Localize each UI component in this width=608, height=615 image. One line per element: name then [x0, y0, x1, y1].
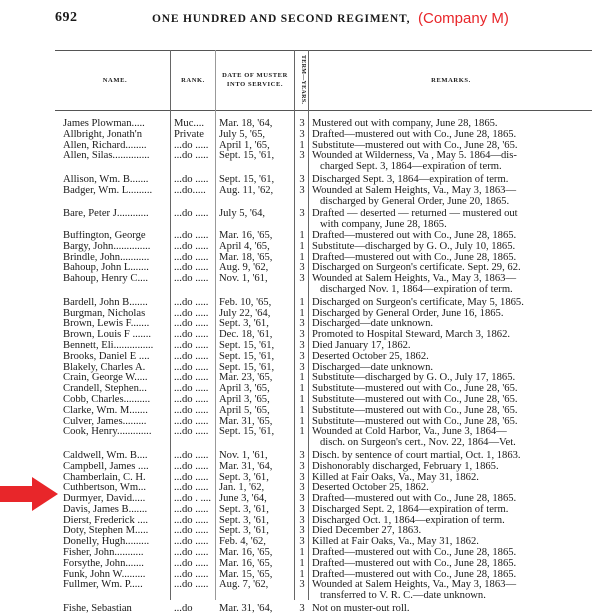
header-top-rule: [55, 50, 592, 51]
term-years: 3: [299, 318, 305, 330]
header-bottom-rule: [55, 110, 592, 111]
term-years: 3: [299, 273, 305, 285]
term-years: 3: [299, 514, 305, 526]
remarks-line: Drafted—mustered out with Co., June 28, 1865.: [312, 493, 517, 505]
soldier-name: Brindle, John...........: [63, 252, 150, 263]
remarks-line: Killed at Fair Oaks, Va., May 31, 1862.: [312, 471, 479, 483]
term-years: 3: [299, 339, 305, 351]
remarks-line: Substitute—mustered out with Co., June 28, '65.: [312, 415, 518, 427]
term-years: 1: [299, 251, 305, 263]
term-years: 1: [299, 568, 305, 580]
rank: ...do .....: [174, 450, 209, 461]
term-years: 3: [299, 118, 305, 129]
table-row: [0, 462, 608, 473]
remarks: [312, 298, 602, 309]
table-row: [0, 274, 608, 296]
remarks-line: Died December 27, 1863.: [312, 525, 422, 537]
soldier-name: Bare, Peter J............: [63, 209, 149, 220]
remarks-line: Discharged Sept. 3, 1864—expiration of term.: [312, 173, 509, 185]
rank: ...do .....: [174, 405, 209, 416]
header-rank: RANK.: [181, 77, 205, 84]
table-row: [0, 352, 608, 363]
rank: ...do .....: [174, 384, 209, 395]
remarks-line: Killed at Fair Oaks, Va., May 31, 1862.: [312, 536, 479, 548]
soldier-name: Allison, Wm. B.......: [63, 174, 149, 185]
muster-date: Sept. 3, '61,: [219, 504, 269, 515]
remarks-line: Drafted—mustered out with Co., June 28, 1865.: [312, 557, 517, 569]
muster-date: Sept. 15, '61,: [219, 151, 275, 162]
muster-date: Aug. 7, '62,: [219, 580, 269, 591]
table-row: [0, 130, 608, 141]
company-annotation: (Company M): [418, 10, 509, 27]
remarks-line: Promoted to Hospital Steward, March 3, 1862.: [312, 329, 511, 341]
rank: ...do .....: [174, 140, 209, 151]
remarks-line: Substitute—mustered out with Co., June 28, '65.: [312, 383, 518, 395]
rank: ...do .....: [174, 174, 209, 185]
term-years: 3: [299, 150, 305, 162]
rank: ...do .....: [174, 274, 209, 285]
rank: ...do .....: [174, 548, 209, 559]
table-row: [0, 186, 608, 208]
remarks-line: Discharged Oct. 1, 1864—expiration of term.: [312, 514, 505, 526]
term-years: 3: [299, 173, 305, 185]
soldier-name: Cook, Henry.............: [63, 427, 152, 438]
remarks-line: with company, June 28, 1865.: [320, 219, 447, 231]
soldier-name: Crandell, Stephen...: [63, 384, 147, 395]
header-name: NAME.: [102, 77, 128, 84]
muster-date: July 22, '64,: [219, 308, 271, 319]
term-years: 3: [299, 350, 305, 362]
remarks-line: disch. on Surgeon's cert., Nov. 22, 1864—Vet.: [320, 437, 516, 449]
muster-date: Mar. 31, '65,: [219, 416, 273, 427]
remarks-line: Substitute—mustered out with Co., June 28, '65.: [312, 393, 518, 405]
remarks: [312, 604, 602, 615]
rank: ...do .....: [174, 515, 209, 526]
muster-date: Dec. 18, '61,: [219, 330, 273, 341]
rank: ...do .....: [174, 580, 209, 591]
remarks-line: Wounded at Wilderness, Va , May 5. 1864—dis-: [312, 150, 517, 162]
remarks-line: Dishonorably discharged, February 1, 1865.: [312, 460, 499, 472]
soldier-name: Bahoup, Henry C....: [63, 274, 149, 285]
soldier-name: Brown, Louis F .......: [63, 330, 151, 341]
muster-date: Feb. 4, '62,: [219, 537, 266, 548]
remarks-line: Discharged by General Order, June 16, 1865.: [312, 307, 504, 319]
table-row: [0, 298, 608, 309]
term-years: 1: [299, 557, 305, 569]
remarks-line: Substitute—mustered out with Co., June 28, '65.: [312, 139, 518, 151]
muster-date: Sept. 15, '61,: [219, 351, 275, 362]
remarks-line: Drafted—mustered out with Co., June 28, 1865.: [312, 251, 517, 263]
rank: ...do .....: [174, 209, 209, 220]
rank: ...do .....: [174, 569, 209, 580]
remarks-line: discharged by General Order, June 20, 1865.: [320, 195, 510, 207]
muster-date: Nov. 1, '61,: [219, 450, 268, 461]
muster-date: Mar. 31, '64,: [219, 461, 273, 472]
remarks-line: Wounded at Salem Heights, Va., May 3, 1863—: [312, 273, 517, 285]
soldier-name: Clarke, Wm. M.......: [63, 405, 148, 416]
header-date: DATE OF MUSTER INTO SERVICE.: [222, 72, 288, 88]
muster-date: Sept. 3, '61,: [219, 526, 269, 537]
remarks: [312, 427, 602, 449]
rank: ...do .....: [174, 537, 209, 548]
table-row: [0, 604, 608, 615]
soldier-name: Doty, Stephen M.....: [63, 526, 149, 537]
soldier-name: Caldwell, Wm. B....: [63, 450, 148, 461]
muster-date: Sept. 15, '61,: [219, 174, 275, 185]
remarks-line: Discharged Sept. 2, 1864—expiration of term.: [312, 503, 509, 515]
term-years: 3: [299, 536, 305, 548]
soldier-name: Durmyer, David.....: [63, 494, 146, 505]
remarks-line: Discharged—date unknown.: [312, 361, 434, 373]
rank: ...do .....: [174, 241, 209, 252]
remarks: [312, 242, 602, 253]
header-remarks: REMARKS.: [431, 77, 471, 84]
remarks-line: Substitute—mustered out with Co., June 28, '65.: [312, 404, 518, 416]
table-row: [0, 151, 608, 173]
rank: Private: [174, 129, 205, 140]
term-years: 3: [299, 525, 305, 537]
remarks: [312, 130, 602, 141]
term-years: 3: [299, 493, 305, 505]
remarks: [312, 186, 602, 208]
muster-date: Mar. 16, '65,: [219, 230, 273, 241]
muster-date: Sept. 15, '61,: [219, 340, 275, 351]
table-row: [0, 242, 608, 253]
muster-date: April 4, '65,: [219, 241, 270, 252]
muster-date: Sept. 15, '61,: [219, 362, 275, 373]
term-years: 3: [299, 482, 305, 494]
remarks-line: Drafted—mustered out with Co., June 28, 1865.: [312, 568, 517, 580]
soldier-name: Bargy, John..............: [63, 241, 151, 252]
soldier-name: Fullmer, Wm. P.....: [63, 580, 143, 591]
rank: ...do .....: [174, 263, 209, 274]
term-years: 3: [299, 449, 305, 461]
muster-date: April 3, '65,: [219, 384, 270, 395]
rank: ...do .....: [174, 351, 209, 362]
term-years: 3: [299, 361, 305, 373]
muster-date: April 1, '65,: [219, 140, 270, 151]
remarks-line: Deserted October 25, 1862.: [312, 482, 429, 494]
soldier-name: Buffington, George: [63, 230, 146, 241]
soldier-name: Chamberlain, C. H.: [63, 472, 146, 483]
remarks-line: Died January 17, 1862.: [312, 339, 411, 351]
remarks-line: Drafted—mustered out with Co., June 28, 1865.: [312, 128, 517, 140]
muster-date: Mar. 15, '65,: [219, 569, 273, 580]
muster-date: Mar. 18, '65,: [219, 252, 273, 263]
rank: ...do .....: [174, 230, 209, 241]
muster-date: Sept. 3, '61,: [219, 319, 269, 330]
rank: ...do .....: [174, 483, 209, 494]
remarks: [312, 462, 602, 473]
muster-date: Sept. 15, '61,: [219, 427, 275, 438]
rank: ...do .....: [174, 472, 209, 483]
remarks: [312, 209, 602, 231]
page-number: 692: [55, 10, 78, 25]
term-years: 3: [299, 503, 305, 515]
remarks-line: discharged Nov. 1, 1864—expiration of term.: [320, 283, 513, 295]
remarks: [312, 580, 602, 602]
rank: ...do .....: [174, 558, 209, 569]
soldier-name: Bardell, John B.......: [63, 297, 148, 308]
term-years: 3: [299, 603, 305, 615]
muster-date: Mar. 18, '64,: [219, 119, 273, 129]
rank: ...do .....: [174, 330, 209, 341]
remarks: [312, 274, 602, 296]
table-row: [0, 580, 608, 602]
soldier-name: Dierst, Frederick ....: [63, 515, 149, 526]
soldier-name: Forsythe, John.......: [63, 558, 144, 569]
term-years: 1: [299, 547, 305, 559]
term-years: 3: [299, 184, 305, 196]
remarks-line: Discharged on Surgeon's certificate, May 5, 1865.: [312, 296, 524, 308]
soldier-name: Fisher, John...........: [63, 548, 144, 559]
soldier-name: Badger, Wm. L.........: [63, 185, 153, 196]
remarks: [312, 352, 602, 363]
muster-date: Sept. 3, '61,: [219, 472, 269, 483]
soldier-name: Campbell, James ....: [63, 461, 149, 472]
rank: ...do .....: [174, 252, 209, 263]
soldier-name: Bennett, Eli...............: [63, 340, 154, 351]
term-years: 1: [299, 240, 305, 252]
soldier-name: Cuthbertson, Wm...: [63, 483, 147, 494]
muster-date: Feb. 10, '65,: [219, 297, 272, 308]
soldier-name: Culver, James.........: [63, 416, 147, 427]
remarks-line: Drafted — deserted — returned — mustered out: [312, 208, 518, 220]
remarks-line: Not on muster-out roll.: [312, 603, 410, 615]
rank: ...do .....: [174, 526, 209, 537]
rank: ...do .....: [174, 308, 209, 319]
remarks-line: Disch. by sentence of court martial, Oct. 1, 1863.: [312, 449, 521, 461]
rank: ...do .....: [174, 319, 209, 330]
soldier-name: James Plowman.....: [63, 119, 145, 129]
soldier-name: Brown, Lewis F.......: [63, 319, 150, 330]
rank: ...do .....: [174, 504, 209, 515]
rank: ...do .....: [174, 297, 209, 308]
soldier-name: Donelly, Hugh.........: [63, 537, 150, 548]
rank: ...do .....: [174, 340, 209, 351]
muster-date: April 3, '65,: [219, 394, 270, 405]
term-years: 1: [299, 383, 305, 395]
muster-date: July 5, '65,: [219, 129, 266, 140]
term-years: 1: [299, 393, 305, 405]
muster-date: Sept. 3, '61,: [219, 515, 269, 526]
soldier-name: Brooks, Daniel E ....: [63, 351, 150, 362]
soldier-name: Cobb, Charles..........: [63, 394, 151, 405]
muster-date: June 3, '64,: [219, 494, 267, 505]
table-row: [0, 406, 608, 417]
rank: ...do.....: [174, 185, 206, 196]
soldier-name: Allen, Richard........: [63, 140, 147, 151]
term-years: 3: [299, 208, 305, 220]
muster-date: April 5, '65,: [219, 405, 270, 416]
remarks-line: Substitute—discharged by G. O., July 17, 1865.: [312, 372, 516, 384]
muster-date: Jan. 1, '62,: [219, 483, 265, 494]
header-term: TERM—YEARS.: [300, 55, 306, 105]
term-years: 1: [299, 426, 305, 438]
term-years: 1: [299, 139, 305, 151]
term-years: 3: [299, 460, 305, 472]
rank: ...do .....: [174, 394, 209, 405]
term-years: 3: [299, 128, 305, 140]
rank: ...do .....: [174, 461, 209, 472]
remarks-line: Wounded at Salem Heights, Va., May 3, 1863—: [312, 579, 517, 591]
muster-date: Mar. 16, '65,: [219, 548, 273, 559]
rank: ...do .....: [174, 362, 209, 373]
rank: ...do .....: [174, 427, 209, 438]
soldier-name: Funk, John W.........: [63, 569, 146, 580]
muster-date: Nov. 1, '61,: [219, 274, 268, 285]
remarks-line: Wounded at Salem Heights, Va., May 3, 1863—: [312, 184, 517, 196]
running-head: ONE HUNDRED AND SECOND REGIMENT,: [152, 13, 411, 25]
remarks-line: Deserted October 25, 1862.: [312, 350, 429, 362]
remarks-line: Drafted—mustered out with Co., June 28, 1865.: [312, 547, 517, 559]
term-years: 3: [299, 471, 305, 483]
rank: ...do .....: [174, 151, 209, 162]
remarks-line: Discharged—date unknown.: [312, 318, 434, 330]
rank: Muc....: [174, 119, 205, 129]
term-years: 1: [299, 415, 305, 427]
soldier-name: Allbright, Jonath'n: [63, 129, 143, 140]
soldier-name: Bahoup, John L.......: [63, 263, 149, 274]
term-years: 1: [299, 307, 305, 319]
muster-date: Aug. 9, '62,: [219, 263, 269, 274]
table-row: [0, 209, 608, 231]
remarks-line: Drafted—mustered out with Co., June 28, 1865.: [312, 229, 517, 241]
rank: ...do . ....: [174, 494, 212, 505]
term-years: 1: [299, 404, 305, 416]
roster-table-body: [0, 119, 608, 615]
rank: ...do .....: [174, 416, 209, 427]
muster-date: Mar. 31, '64,: [219, 604, 273, 615]
muster-date: Mar. 16, '65,: [219, 558, 273, 569]
muster-date: July 5, '64,: [219, 209, 266, 220]
soldier-name: Blakely, Charles A.: [63, 362, 146, 373]
soldier-name: Davis, James B.......: [63, 504, 148, 515]
muster-date: Mar. 23, '65,: [219, 373, 273, 384]
remarks-line: Substitute—discharged by G. O., July 10, 1865.: [312, 240, 516, 252]
remarks: [312, 406, 602, 417]
soldier-name: Allen, Silas..............: [63, 151, 150, 162]
soldier-name: Fishe, Sebastian: [63, 604, 132, 615]
term-years: 3: [299, 262, 305, 274]
remarks-line: charged Sept. 3, 1864—expiration of term.: [320, 161, 502, 173]
remarks-line: Discharged on Surgeon's certificate. Sept. 29, 62.: [312, 262, 521, 274]
soldier-name: Crain, George W.....: [63, 373, 148, 384]
term-years: 1: [299, 372, 305, 384]
term-years: 1: [299, 296, 305, 308]
rank: ...do: [174, 604, 193, 615]
table-row: [0, 427, 608, 449]
rank: ...do .....: [174, 373, 209, 384]
muster-date: Aug. 11, '62,: [219, 185, 274, 196]
soldier-name: Burgman, Nicholas: [63, 308, 146, 319]
remarks-line: Mustered out with company, June 28, 1865.: [312, 118, 498, 129]
term-years: 3: [299, 329, 305, 341]
remarks: [312, 151, 602, 173]
remarks-line: transferred to V. R. C.—date unknown.: [320, 590, 486, 602]
remarks-line: Wounded at Cold Harbor, Va., June 3, 1864—: [312, 426, 507, 438]
term-years: 1: [299, 229, 305, 241]
red-arrow-pointer-icon: [0, 477, 58, 511]
term-years: 3: [299, 579, 305, 591]
